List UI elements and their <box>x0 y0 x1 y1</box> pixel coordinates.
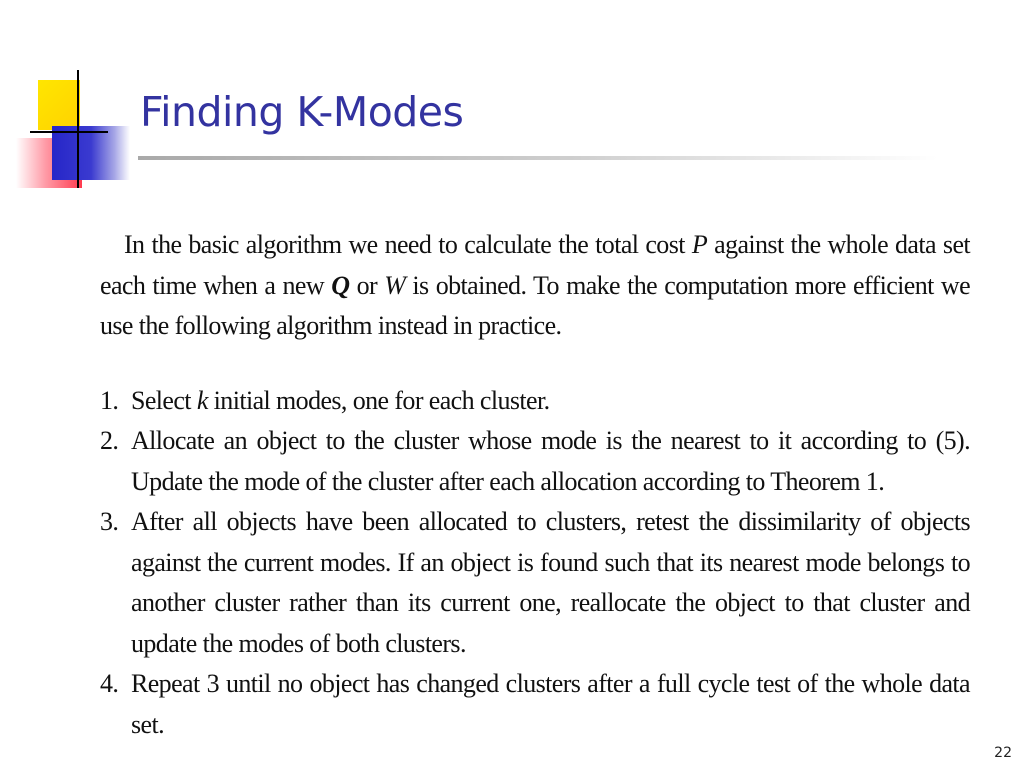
step-text-pre: Select <box>131 385 197 415</box>
step-text <box>131 381 970 422</box>
page-number: 22 <box>994 745 1012 761</box>
intro-text-3: or <box>349 270 385 300</box>
logo-vertical-line <box>77 70 79 188</box>
logo-blue-square <box>52 126 130 180</box>
algorithm-steps <box>100 381 970 746</box>
slide-logo <box>0 0 140 200</box>
logo-yellow-square <box>38 80 80 130</box>
logo-horizontal-line <box>30 131 108 133</box>
cost-variable-p: P <box>691 230 708 259</box>
variable-q: Q <box>331 270 350 300</box>
step-number: 4. <box>100 669 119 698</box>
intro-text-1: In the basic algorithm we need to calculate the total cost <box>124 230 692 259</box>
slide-body <box>100 225 970 745</box>
step-item <box>100 664 970 745</box>
step-item <box>100 421 970 502</box>
title-underline <box>138 156 938 160</box>
variable-w: W <box>384 270 406 300</box>
step-text-post: initial modes, one for each cluster. <box>207 385 550 415</box>
slide-title: Finding K-Modes <box>140 88 464 136</box>
variable-k: k <box>196 385 208 415</box>
intro-paragraph <box>100 225 970 347</box>
step-number: 2. <box>100 426 119 455</box>
intro-text-4: is obtained. To make the computation more efficient we use the following algorithm instead in practice. <box>100 270 971 340</box>
step-number: 1. <box>100 385 119 415</box>
intro-text-2: against the whole data set each time when a new <box>100 230 971 300</box>
step-item <box>100 502 970 664</box>
step-number: 3. <box>100 507 119 536</box>
step-text: After all objects have been allocated to clusters, retest the dissimilarity of objects against the current modes. If an object is found such that its nearest mode belongs to another cluster rather than its current one, reallocate the object to that cluster and update the modes of both clusters. <box>131 507 970 658</box>
step-text: Repeat 3 until no object has changed clusters after a full cycle test of the whole data set. <box>131 669 970 739</box>
paragraph-gap <box>100 347 970 381</box>
step-text: Allocate an object to the cluster whose mode is the nearest to it according to (5). Update the mode of the cluster after each allocation according to Theorem 1. <box>131 426 970 496</box>
step-item <box>100 381 970 422</box>
